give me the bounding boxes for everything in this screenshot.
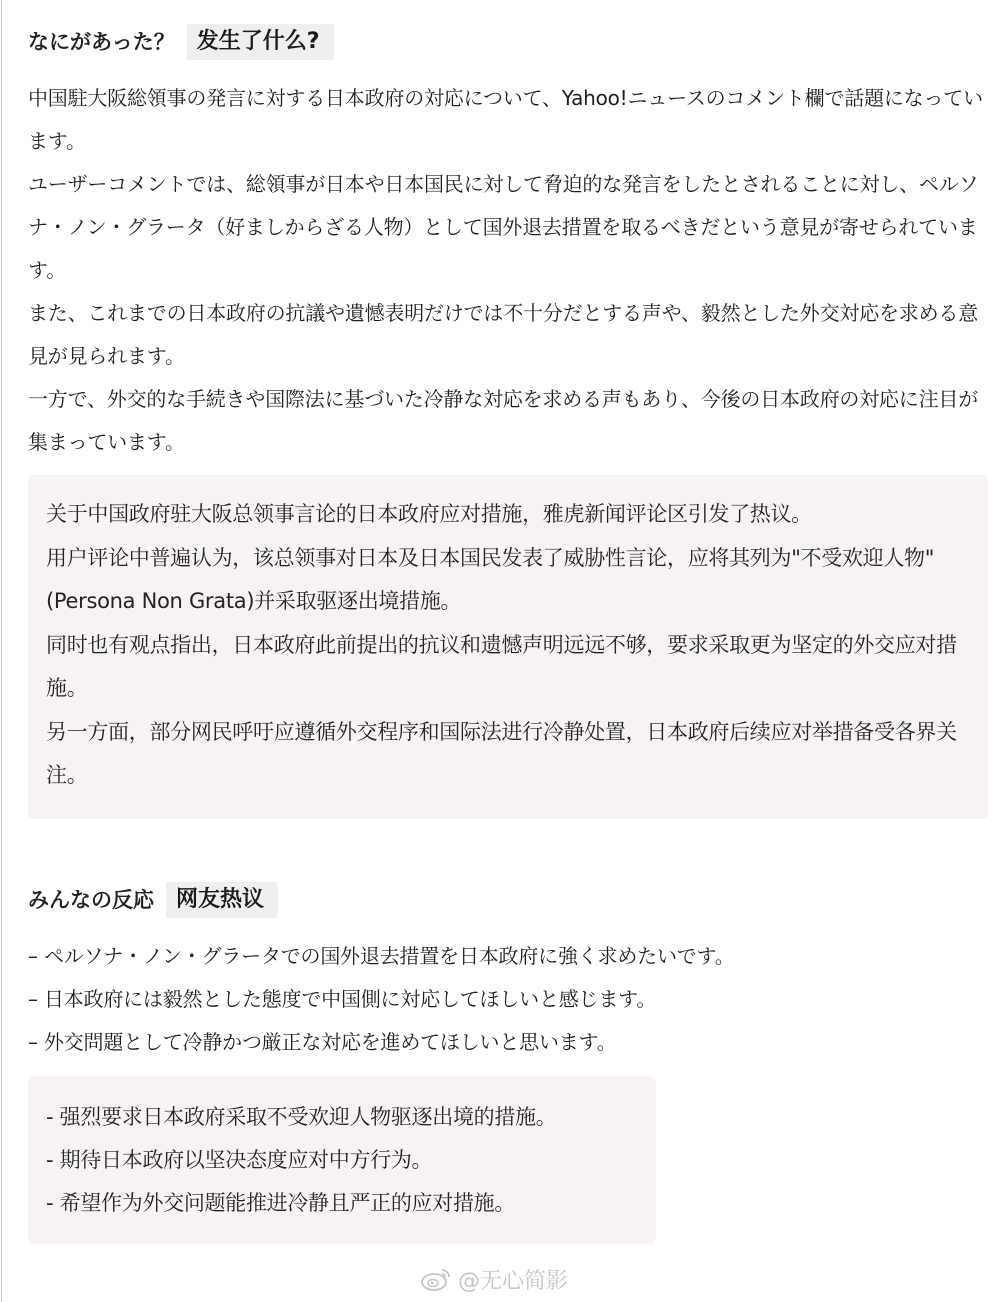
zh-reaction-box	[28, 1076, 656, 1244]
zh-translation-box	[28, 475, 988, 819]
ja-paragraph: 一方で、外交的な手続きや国際法に基づいた冷静な対応を求める声もあり、今後の日本政府の対応に注目が集まっています。	[28, 387, 978, 454]
ja-reaction-item: – ペルソナ・ノン・グラータでの国外退去措置を日本政府に強く求めたいです。	[28, 944, 735, 968]
reactions-heading	[28, 882, 988, 918]
weibo-logo-icon	[420, 1266, 452, 1292]
ja-body	[28, 77, 988, 464]
what-happened-section	[28, 24, 988, 787]
left-border	[1, 0, 2, 1302]
ja-reaction-item: – 日本政府には毅然とした態度で中国側に対応してほしいと感じます。	[28, 987, 657, 1011]
ja-reaction-list	[28, 935, 988, 1064]
ja-paragraph: また、これまでの日本政府の抗議や遺憾表明だけでは不十分だとする声や、毅然とした外交対応を求める意見が見られます。	[28, 301, 978, 368]
zh-reaction-item: - 强烈要求日本政府采取不受欢迎人物驱逐出境的措施。	[46, 1105, 557, 1129]
watermark-text: @无心简影	[458, 1268, 569, 1294]
heading-ja: みんなの反応	[28, 888, 154, 912]
zh-paragraph: 用户评论中普遍认为，该总领事对日本及日本国民发表了威胁性言论，应将其列为"不受欢迎人物"(Persona Non Grata)并采取驱逐出境措施。	[46, 545, 935, 613]
heading-zh: 网友热议	[166, 882, 278, 918]
what-happened-heading	[28, 24, 988, 60]
zh-paragraph: 另一方面，部分网民呼吁应遵循外交程序和国际法进行冷静处置，日本政府后续应对举措备受各界关注。	[46, 719, 957, 787]
zh-reaction-item: - 期待日本政府以坚决态度应对中方行为。	[46, 1148, 433, 1172]
watermark	[420, 1262, 568, 1296]
zh-paragraph: 同时也有观点指出，日本政府此前提出的抗议和遗憾声明远远不够，要求采取更为坚定的外交应对措施。	[46, 632, 957, 700]
zh-reaction-list	[46, 1096, 638, 1225]
ja-reaction-item: – 外交問題として冷静かつ厳正な対応を進めてほしいと思います。	[28, 1030, 617, 1054]
zh-paragraph: 关于中国政府驻大阪总领事言论的日本政府应对措施，雅虎新闻评论区引发了热议。	[46, 502, 812, 526]
heading-zh: 发生了什么?	[187, 24, 334, 60]
ja-paragraph: 中国駐大阪総領事の発言に対する日本政府の対応について、Yahoo!ニュースのコメント欄で話題になっています。	[28, 86, 983, 153]
ja-paragraph: ユーザーコメントでは、総領事が日本や日本国民に対して脅迫的な発言をしたとされることに対し、ペルソナ・ノン・グラータ（好ましからざる人物）として国外退去措置を取るべきだという意見が寄せられています。	[28, 172, 979, 282]
reactions-section	[28, 882, 988, 1215]
zh-reaction-item: - 希望作为外交问题能推进冷静且严正的应对措施。	[46, 1191, 516, 1215]
heading-ja: なにがあった？	[28, 30, 175, 54]
